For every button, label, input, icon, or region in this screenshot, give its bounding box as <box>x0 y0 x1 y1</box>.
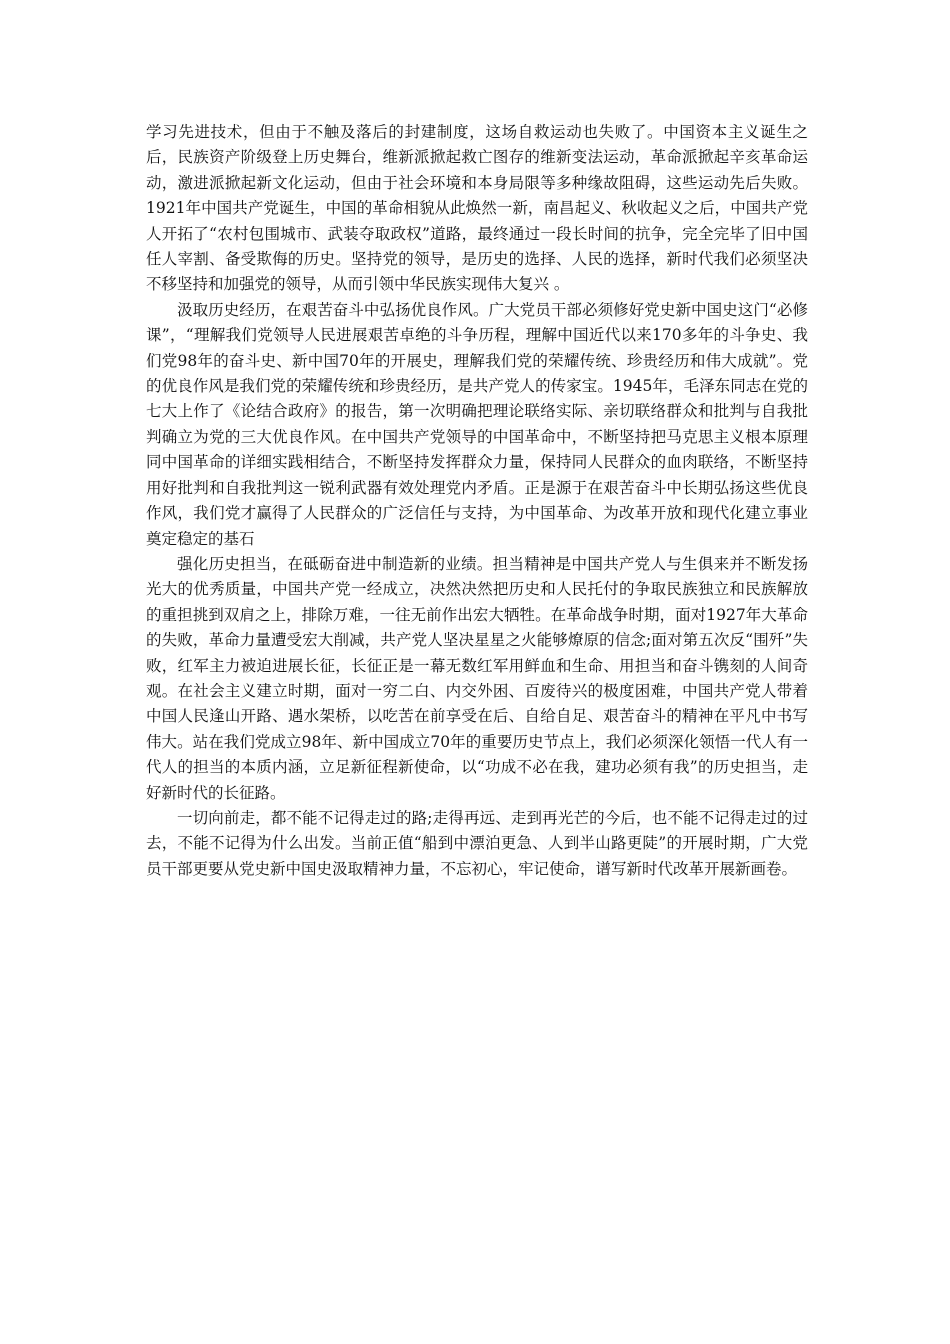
paragraph-4: 一切向前走，都不能不记得走过的路;走得再远、走到再光芒的今后，也不能不记得走过的过去，不能不记得为什么出发。当前正值“船到中漂泊更急、人到半山路更陡”的开展时期，广大党员干部更要从党史新中国史汲取精神力量，不忘初心，牢记使命，谱写新时代改革开展新画卷。 <box>146 808 808 878</box>
document-body <box>146 120 808 882</box>
paragraph-2: 汲取历史经历，在艰苦奋斗中弘扬优良作风。广大党员干部必须修好党史新中国史这门“必修课”，“理解我们党领导人民进展艰苦卓绝的斗争历程，理解中国近代以来170多年的斗争史、我们党98年的奋斗史、新中国70年的开展史，理解我们党的荣耀传统、珍贵经历和伟大成就”。党的优良作风是我们党的荣耀传统和珍贵经历，是共产党人的传家宝。1945年，毛泽东同志在党的七大上作了《论结合政府》的报告，第一次明确把理论联络实际、亲切联络群众和批判与自我批判确立为党的三大优良作风。在中国共产党领导的中国革命中，不断坚持把马克思主义根本原理同中国革命的详细实践相结合，不断坚持发挥群众力量，保持同人民群众的血肉联络，不断坚持用好批判和自我批判这一锐利武器有效处理党内矛盾。正是源于在艰苦奋斗中长期弘扬这些优良作风，我们党才赢得了人民群众的广泛信任与支持，为中国革命、为改革开放和现代化建立事业奠定稳定的基石 <box>146 300 808 548</box>
paragraph-1: 学习先进技术，但由于不触及落后的封建制度，这场自救运动也失败了。中国资本主义诞生之后，民族资产阶级登上历史舞台，维新派掀起救亡图存的维新变法运动，革命派掀起辛亥革命运动，激进派掀起新文化运动，但由于社会环境和本身局限等多种缘故阻碍，这些运动先后失败。1921年中国共产党诞生，中国的革命相貌从此焕然一新，南昌起义、秋收起义之后，中国共产党人开拓了“农村包围城市、武装夺取政权”道路，最终通过一段长时间的抗争，完全完毕了旧中国任人宰割、备受欺侮的历史。坚持党的领导，是历史的选择、人民的选择，新时代我们必须坚决不移坚持和加强党的领导，从而引领中华民族实现伟大复兴 。 <box>146 123 808 294</box>
paragraph-3: 强化历史担当，在砥砺奋进中制造新的业绩。担当精神是中国共产党人与生俱来并不断发扬光大的优秀质量，中国共产党一经成立，决然决然把历史和人民托付的争取民族独立和民族解放的重担挑到双肩之上，排除万难，一往无前作出宏大牺牲。在革命战争时期，面对1927年大革命的失败，革命力量遭受宏大削减，共产党人坚决星星之火能够燎原的信念;面对第五次反“围歼”失败，红军主力被迫进展长征，长征正是一幕无数红军用鲜血和生命、用担当和奋斗镌刻的人间奇观。在社会主义建立时期，面对一穷二白、内交外困、百废待兴的极度困难，中国共产党人带着中国人民逢山开路、遇水架桥，以吃苦在前享受在后、自给自足、艰苦奋斗的精神在平凡中书写伟大。站在我们党成立98年、新中国成立70年的重要历史节点上，我们必须深化领悟一代人有一代人的担当的本质内涵，立足新征程新使命，以“功成不必在我，建功必须有我”的历史担当，走好新时代的长征路。 <box>146 554 808 802</box>
